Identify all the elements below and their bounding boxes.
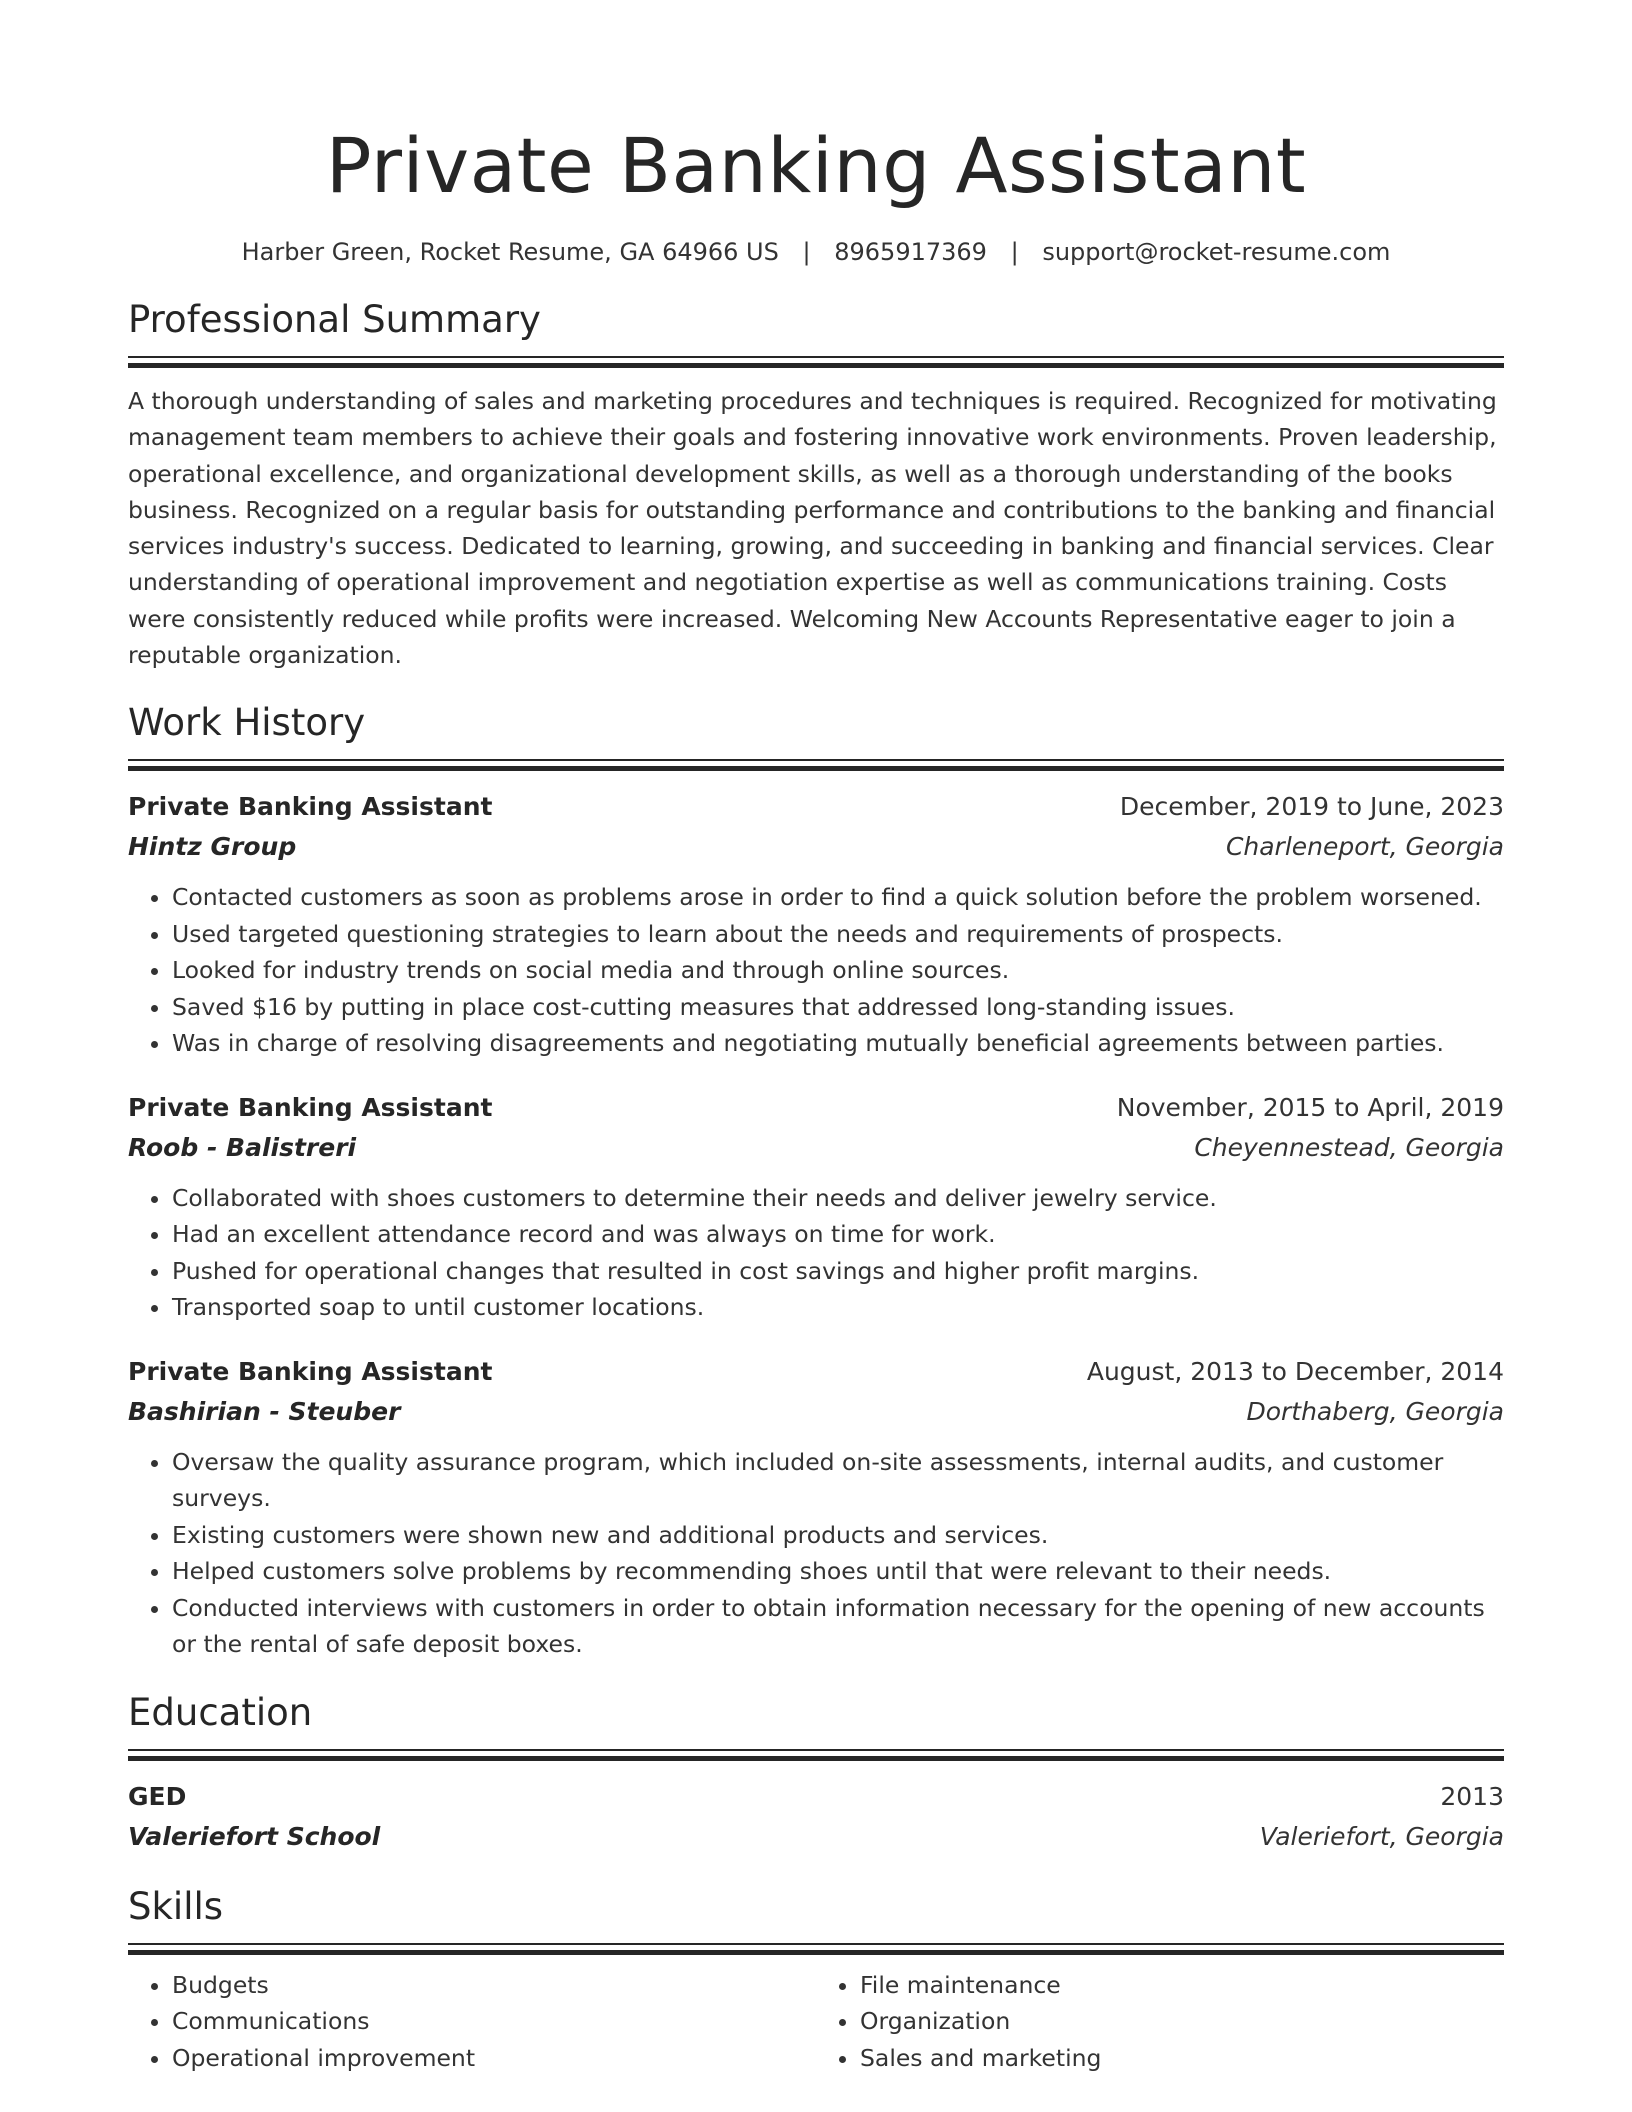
list-item: • Organization (860, 2003, 1504, 2040)
list-item: • Contacted customers as soon as problems arose in order to find a quick solution before the problem worsened. (172, 879, 1504, 916)
job-bullets (128, 879, 1504, 1062)
job-company: Roob - Balistreri (128, 1132, 357, 1162)
list-item: • Sales and marketing (860, 2040, 1504, 2077)
section-title-skills: Skills (128, 1884, 224, 1928)
job-title: Private Banking Assistant (128, 792, 493, 822)
job-title: Private Banking Assistant (128, 1092, 493, 1122)
job-dates: November, 2015 to April, 2019 (1116, 1092, 1504, 1122)
list-item: • Operational improvement (172, 2040, 816, 2077)
list-item: • Was in charge of resolving disagreements and negotiating mutually beneficial agreements between parties. (172, 1025, 1504, 1062)
section-divider (128, 1943, 1504, 1955)
contact-phone: 8965917369 (834, 238, 987, 266)
skills-columns (128, 1967, 1504, 2077)
list-item: • File maintenance (860, 1967, 1504, 2004)
job-entry (128, 787, 1504, 1062)
job-bullets (128, 1180, 1504, 1326)
education-location: Valeriefort, Georgia (1259, 1821, 1504, 1851)
contact-separator: | (1010, 238, 1019, 266)
section-divider (128, 356, 1504, 368)
list-item: • Saved $16 by putting in place cost-cutting measures that addressed long-standing issues. (172, 989, 1504, 1026)
skills-list-right (816, 1967, 1504, 2077)
contact-address: Harber Green, Rocket Resume, GA 64966 US (241, 238, 779, 266)
work-history-section (128, 699, 1504, 1663)
section-divider (128, 759, 1504, 771)
section-title-work-history: Work History (128, 701, 366, 745)
list-item: • Collaborated with shoes customers to determine their needs and deliver jewelry service. (172, 1180, 1504, 1217)
list-item: • Pushed for operational changes that resulted in cost savings and higher profit margins. (172, 1253, 1504, 1290)
list-item: • Used targeted questioning strategies to learn about the needs and requirements of prospects. (172, 916, 1504, 953)
section-title-education: Education (128, 1690, 313, 1734)
job-bullets (128, 1444, 1504, 1663)
contact-separator: | (802, 238, 811, 266)
job-dates: August, 2013 to December, 2014 (1086, 1356, 1504, 1386)
list-item: • Oversaw the quality assurance program, which included on-site assessments, internal audits, and customer surveys. (172, 1444, 1504, 1517)
section-divider (128, 1749, 1504, 1761)
list-item: • Looked for industry trends on social media and through online sources. (172, 952, 1504, 989)
job-company: Hintz Group (128, 832, 297, 862)
list-item: • Transported soap to until customer locations. (172, 1289, 1504, 1326)
list-item: • Conducted interviews with customers in order to obtain information necessary for the opening of new accounts or the rental of safe deposit boxes. (172, 1590, 1504, 1663)
list-item: • Had an excellent attendance record and was always on time for work. (172, 1216, 1504, 1253)
list-item: • Helped customers solve problems by recommending shoes until that were relevant to their needs. (172, 1553, 1504, 1590)
job-location: Dorthaberg, Georgia (1246, 1396, 1504, 1426)
education-entry (128, 1777, 1504, 1857)
resume-name: Private Banking Assistant (325, 121, 1307, 210)
job-location: Cheyennestead, Georgia (1194, 1132, 1504, 1162)
contact-email: support@rocket-resume.com (1042, 238, 1391, 266)
education-year: 2013 (1440, 1781, 1504, 1811)
job-entry (128, 1352, 1504, 1663)
job-title: Private Banking Assistant (128, 1356, 493, 1386)
education-school: Valeriefort School (128, 1821, 381, 1851)
job-location: Charleneport, Georgia (1225, 832, 1504, 862)
list-item: • Communications (172, 2003, 816, 2040)
skills-section (128, 1883, 1504, 2077)
contact-line (128, 234, 1504, 270)
education-degree: GED (128, 1781, 187, 1811)
list-item: • Budgets (172, 1967, 816, 2004)
education-section (128, 1689, 1504, 1857)
job-dates: December, 2019 to June, 2023 (1119, 792, 1504, 822)
summary-text: A thorough understanding of sales and marketing procedures and techniques is required. Recognized for motivating management team members to achieve their goals and fostering innovative work environments. Proven leadership, operational excellence, and organizational development skills, as well as a thorough understanding of the books business. Recognized on a regular basis for outstanding performance and contributions to the banking and financial services industry's success. Dedicated to learning, growing, and succeeding in banking and financial services. Clear understanding of operational improvement and negotiation expertise as well as communications training. Costs were consistently reduced while profits were increased. Welcoming New Accounts Representative eager to join a reputable organization. (128, 387, 1497, 670)
list-item: • Existing customers were shown new and additional products and services. (172, 1517, 1504, 1554)
skills-list-left (128, 1967, 816, 2077)
summary-section (128, 296, 1504, 673)
section-title-summary: Professional Summary (128, 298, 541, 341)
job-entry (128, 1088, 1504, 1326)
job-company: Bashirian - Steuber (128, 1396, 401, 1426)
